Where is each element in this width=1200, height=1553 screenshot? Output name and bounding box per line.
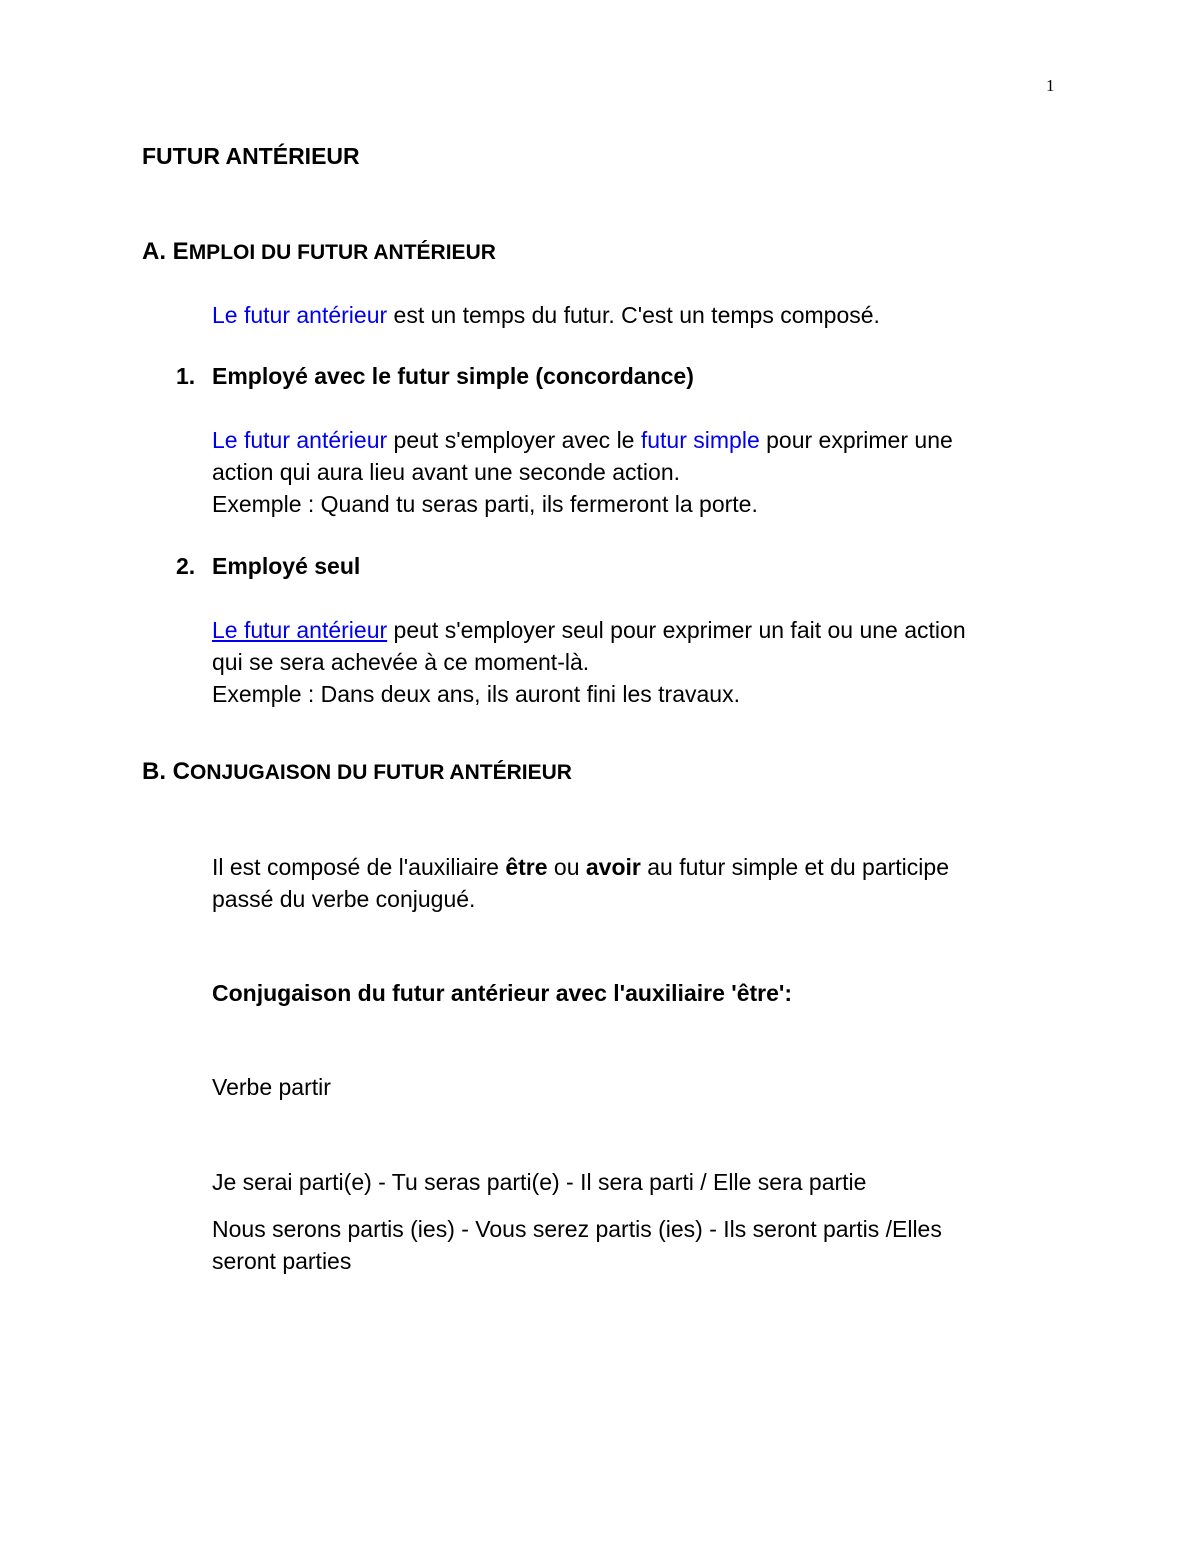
item-1-term-2: futur simple (640, 427, 760, 453)
item-1-line-1 (212, 424, 953, 456)
item-1-text-2: pour exprimer une (759, 427, 953, 453)
composition-bold-etre: être (505, 854, 548, 880)
item-2-line-2: qui se sera achevée à ce moment-là. (212, 649, 590, 675)
section-b-letter: B. (142, 758, 166, 785)
conjugation-line-2: Nous serons partis (ies) - Vous serez partis (ies) - Ils seront partis /Elles (212, 1216, 942, 1242)
composition-paragraph (212, 851, 949, 915)
composition-text-2: ou (547, 854, 586, 880)
composition-text-3: au futur simple et du participe (640, 854, 949, 880)
item-1-heading (176, 363, 694, 390)
item-2-heading-text: Employé seul (212, 553, 361, 579)
section-b-first-letter: C (172, 758, 191, 785)
item-1-line-2: action qui aura lieu avant une seconde action. (212, 459, 680, 485)
conjugation-line-1: Je serai parti(e) - Tu seras parti(e) - Il sera parti / Elle sera partie (212, 1169, 867, 1195)
item-1-text-1: peut s'employer avec le (387, 427, 641, 453)
section-a-heading (142, 238, 496, 266)
verb-label: Verbe partir (212, 1074, 331, 1100)
item-2-line-1 (212, 614, 966, 646)
section-b-heading (142, 758, 572, 786)
intro-paragraph (212, 299, 880, 331)
conjugation-heading: Conjugaison du futur antérieur avec l'auxiliaire 'être': (212, 980, 793, 1006)
item-2-link[interactable]: Le futur antérieur (212, 617, 388, 643)
item-2-example: Exemple : Dans deux ans, ils auront fini les travaux. (212, 681, 740, 707)
item-1-term: Le futur antérieur (212, 427, 388, 453)
document-title: FUTUR ANTÉRIEUR (142, 143, 360, 169)
composition-text-1: Il est composé de l'auxiliaire (212, 854, 506, 880)
conjugation-line-3: seront parties (212, 1248, 352, 1274)
intro-text: est un temps du futur. C'est un temps composé. (387, 302, 880, 328)
item-1-heading-text: Employé avec le futur simple (concordance) (212, 363, 694, 389)
composition-line-2: passé du verbe conjugué. (212, 886, 476, 912)
item-2-number: 2. (176, 553, 196, 579)
composition-line-1 (212, 851, 949, 883)
item-1-paragraph (212, 424, 953, 520)
intro-term: Le futur antérieur (212, 302, 388, 328)
section-a-rest: MPLOI DU FUTUR ANTÉRIEUR (188, 241, 496, 264)
conjugation-block-2 (212, 1213, 942, 1277)
page-number: 1 (1046, 76, 1055, 95)
item-1-example: Exemple : Quand tu seras parti, ils fermeront la porte. (212, 491, 758, 517)
section-a-letter: A. (142, 238, 166, 265)
item-2-paragraph (212, 614, 966, 710)
composition-bold-avoir: avoir (585, 854, 641, 880)
item-2-heading (176, 553, 360, 580)
section-b-rest: ONJUGAISON DU FUTUR ANTÉRIEUR (190, 761, 572, 784)
item-2-text-1: peut s'employer seul pour exprimer un fait ou une action (387, 617, 966, 643)
section-a-first-letter: E (172, 238, 189, 265)
item-1-number: 1. (176, 363, 196, 389)
